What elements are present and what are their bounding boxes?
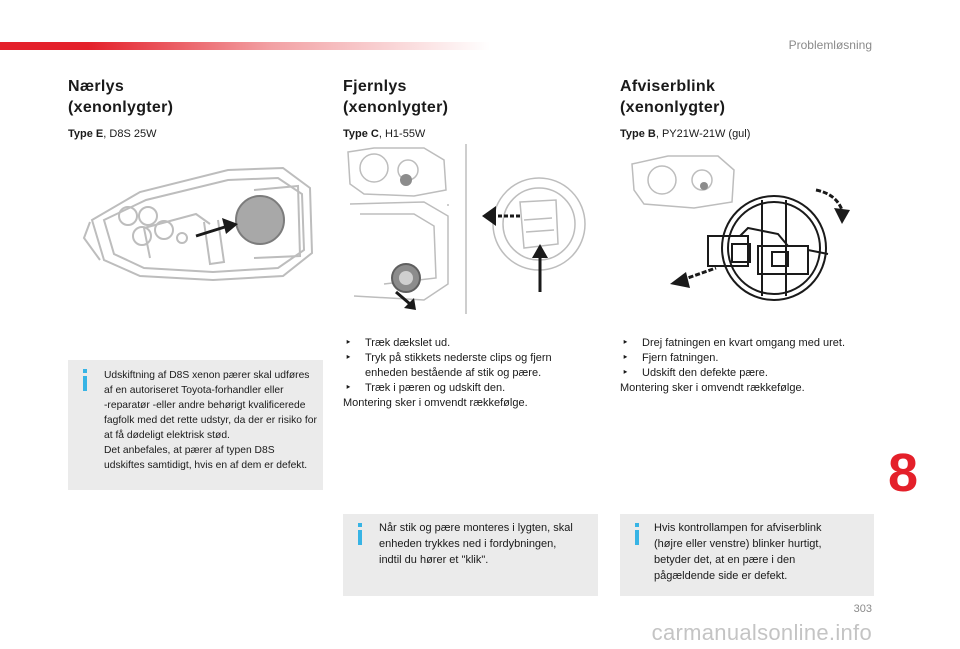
high-beam-steps (343, 336, 593, 411)
list-item: ‣ Fjern fatningen. (620, 351, 870, 366)
chapter-number: 8 (888, 443, 919, 503)
turn-signal-illustration (628, 150, 868, 310)
header-color-bar (0, 42, 490, 50)
list-item: ‣ Drej fatningen en kvart omgang med uret. (620, 336, 870, 351)
low-beam-title: Nærlys (xenonlygter) (68, 78, 174, 116)
low-beam-bulb-type: Type E, D8S 25W (68, 128, 157, 140)
info-icon (83, 369, 87, 391)
turn-signal-steps (620, 336, 870, 396)
turn-signal-title: Afviserblink (xenonlygter) (620, 78, 726, 116)
turn-signal-info-box: Hvis kontrollampen for afviserblink (højre eller venstre) blinker hurtigt, betyder det, at en pære i den pågældende side er defekt. (620, 514, 874, 596)
section-title: Problemløsning (788, 38, 872, 52)
list-item: Montering sker i omvendt rækkefølge. (343, 397, 528, 409)
list-item: enheden bestående af stik og pære. (365, 367, 542, 379)
high-beam-bulb-type: Type C, H1-55W (343, 128, 426, 140)
list-item: ‣ Udskift den defekte pære. (620, 366, 870, 381)
list-item: ‣ Tryk på stikkets nederste clips og fjern (343, 351, 593, 366)
column-turn-signal (620, 76, 876, 140)
low-beam-info-box: Udskiftning af D8S xenon pærer skal udføres af en autoriseret Toyota-forhandler eller -reparatør -eller andre behørigt kvalificerede fagfolk med det rette udstyr, da der er risiko for at få dødeligt elektrisk stød. Det anbefales, at pærer af typen D8S udskiftes samtidigt, hvis en af dem er defekt. (68, 360, 323, 490)
list-item: ‣ Træk dækslet ud. (343, 336, 593, 351)
list-item: Montering sker i omvendt rækkefølge. (620, 382, 805, 394)
high-beam-info-box: Når stik og pære monteres i lygten, skal enheden trykkes ned i fordybningen, indtil du hører et "klik". (343, 514, 598, 596)
turn-signal-bulb-type: Type B, PY21W-21W (gul) (620, 128, 751, 140)
column-low-beam (68, 76, 324, 140)
list-item: ‣ Træk i pæren og udskift den. (343, 381, 593, 396)
high-beam-headlamp-illustration (344, 144, 594, 314)
info-icon (635, 523, 639, 545)
low-beam-headlamp-illustration (78, 158, 323, 303)
high-beam-title: Fjernlys (xenonlygter) (343, 78, 449, 116)
page-number: 303 (853, 603, 872, 615)
info-icon (358, 523, 362, 545)
watermark: carmanualsonline.info (651, 620, 872, 645)
column-high-beam (343, 76, 599, 140)
